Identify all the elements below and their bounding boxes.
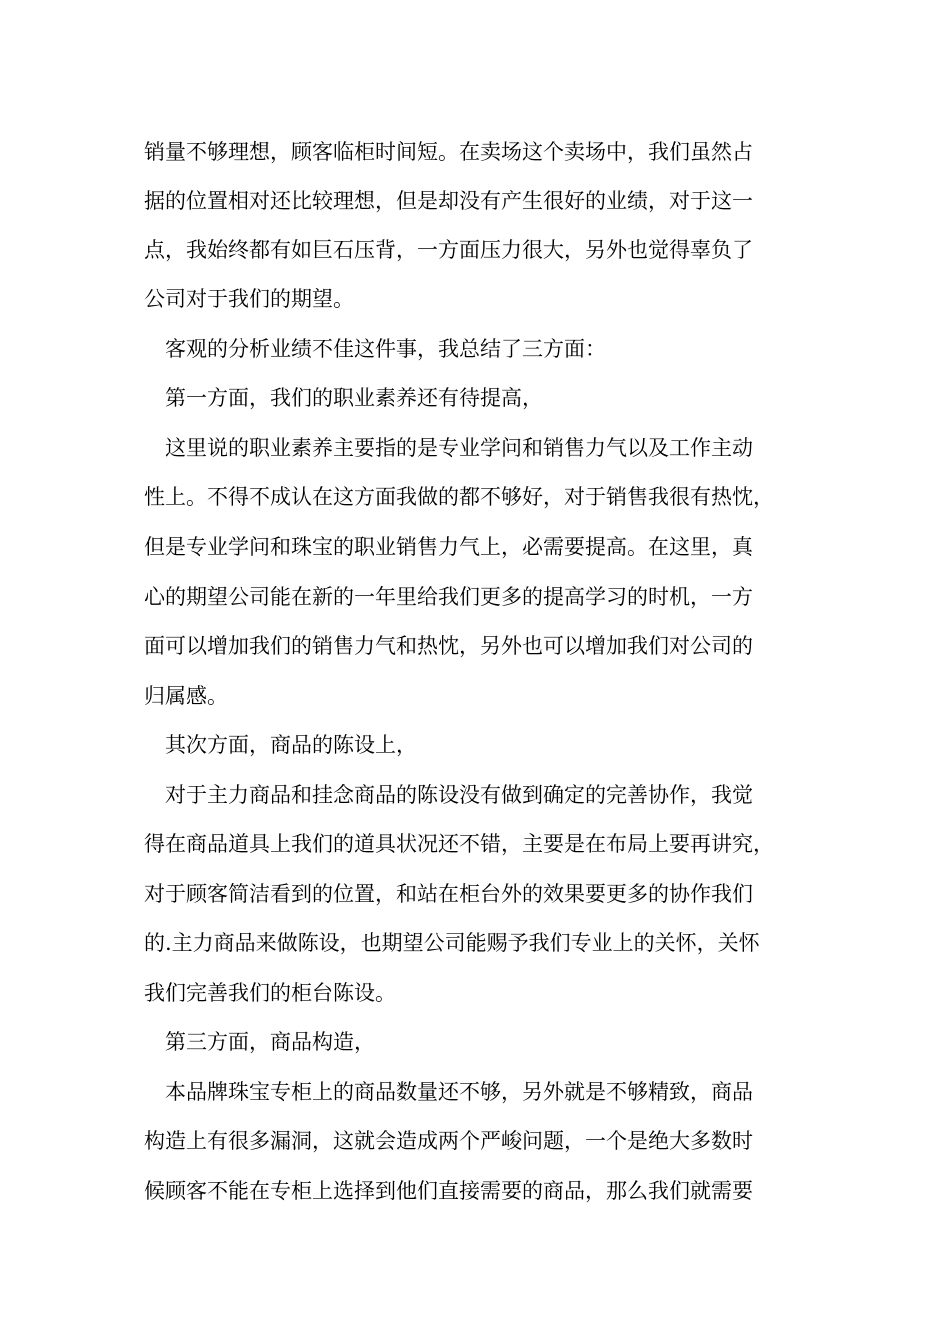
text-line: 销量不够理想，顾客临柜时间短。在卖场这个卖场中，我们虽然占 bbox=[144, 140, 753, 164]
text-line: 对于顾客简洁看到的位置，和站在柜台外的效果要更多的协作我们 bbox=[144, 882, 753, 906]
text-line: 心的期望公司能在新的一年里给我们更多的提高学习的时机，一方 bbox=[144, 585, 753, 609]
text-line: 性上。不得不成认在这方面我做的都不够好，对于销售我很有热忱， bbox=[144, 485, 774, 509]
text-line: 公司对于我们的期望。 bbox=[144, 287, 354, 311]
text-line: 据的位置相对还比较理想，但是却没有产生很好的业绩，对于这一 bbox=[144, 189, 753, 213]
text-line: 归属感。 bbox=[144, 684, 228, 708]
section-heading: 第三方面，商品构造， bbox=[165, 1030, 375, 1054]
paragraph-first-line: 这里说的职业素养主要指的是专业学问和销售力气以及工作主动 bbox=[165, 436, 753, 460]
text-line: 构造上有很多漏洞，这就会造成两个严峻问题，一个是绝大多数时 bbox=[144, 1129, 753, 1153]
text-line: 但是专业学问和珠宝的职业销售力气上，必需要提高。在这里，真 bbox=[144, 535, 753, 559]
text-line: 我们完善我们的柜台陈设。 bbox=[144, 981, 396, 1005]
text-line: 得在商品道具上我们的道具状况还不错，主要是在布局上要再讲究， bbox=[144, 832, 774, 856]
paragraph-first-line: 对于主力商品和挂念商品的陈设没有做到确定的完善协作，我觉 bbox=[165, 783, 753, 807]
text-line: 候顾客不能在专柜上选择到他们直接需要的商品，那么我们就需要 bbox=[144, 1179, 753, 1203]
paragraph-first-line: 客观的分析业绩不佳这件事，我总结了三方面： bbox=[165, 337, 606, 361]
section-heading: 第一方面，我们的职业素养还有待提高， bbox=[165, 386, 543, 410]
text-line: 点，我始终都有如巨石压背，一方面压力很大，另外也觉得辜负了 bbox=[144, 238, 753, 262]
paragraph-first-line: 本品牌珠宝专柜上的商品数量还不够，另外就是不够精致，商品 bbox=[165, 1080, 753, 1104]
text-line: 面可以增加我们的销售力气和热忱，另外也可以增加我们对公司的 bbox=[144, 634, 753, 658]
section-heading: 其次方面，商品的陈设上， bbox=[165, 733, 417, 757]
text-line: 的.主力商品来做陈设，也期望公司能赐予我们专业上的关怀，关怀 bbox=[144, 931, 760, 955]
